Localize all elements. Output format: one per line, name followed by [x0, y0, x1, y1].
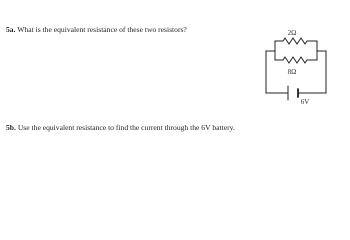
battery-label: 6V	[300, 98, 310, 106]
resistor-8-ohm-label: 8Ω	[287, 68, 297, 76]
resistor-2-ohm-label: 2Ω	[287, 29, 297, 37]
question-number: 5a.	[6, 25, 16, 34]
resistor-8-ohm	[275, 57, 317, 63]
question-text: What is the equivalent resistance of these two resistors?	[17, 25, 187, 34]
question-5b	[6, 123, 235, 133]
right-loop-wire	[298, 51, 326, 93]
question-text: Use the equivalent resistance to find the current through the 6V battery.	[17, 123, 235, 132]
resistor-2-ohm	[275, 38, 317, 44]
question-number: 5b.	[6, 123, 16, 132]
